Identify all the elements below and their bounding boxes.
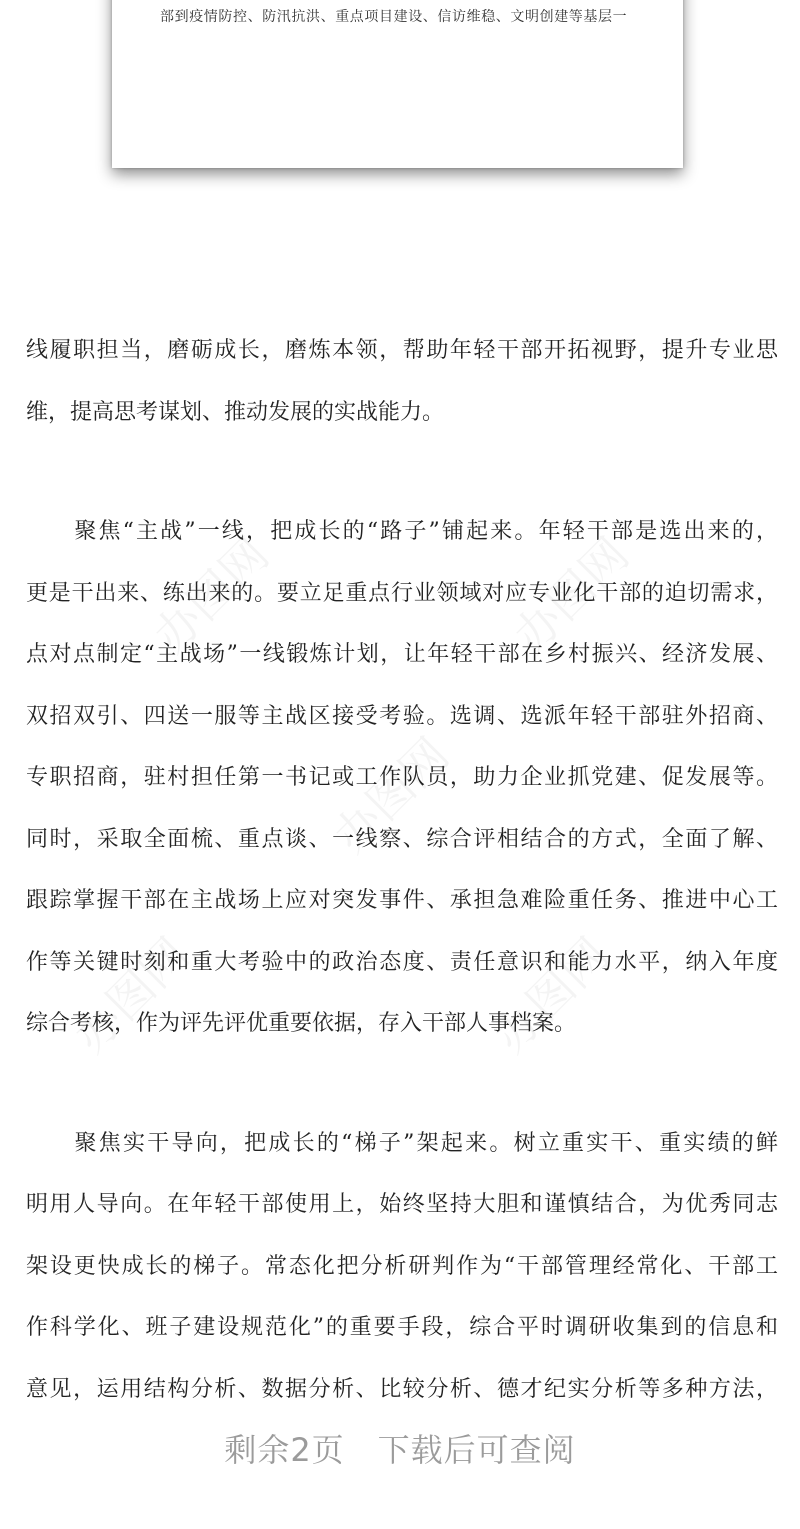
text-line: 聚焦“主战”一线，把成长的“路子”铺起来。年轻干部是选出来的，	[26, 519, 778, 544]
text-line: 明用人导向。在年轻干部使用上，始终坚持大胆和谨慎结合，为优秀同志	[26, 1192, 778, 1217]
text-line: 聚焦实干导向，把成长的“梯子”架起来。树立重实干、重实绩的鲜	[26, 1130, 778, 1156]
text-line: 作等关键时刻和重大考验中的政治态度、责任意识和能力水平，纳入年度	[26, 949, 778, 975]
text-line: 意见，运用结构分析、数据分析、比较分析、德才纪实分析等多种方法，	[26, 1376, 778, 1402]
paragraph-2	[26, 501, 778, 1055]
preview-card-text: 部到疫情防控、防汛抗洪、重点项目建设、信访维稳、文明创建等基层一	[160, 9, 628, 25]
preview-page-card	[112, 0, 683, 168]
text-line: 线履职担当，磨砺成长，磨炼本领，帮助年轻干部开拓视野，提升专业思	[26, 338, 778, 363]
text-line: 双招双引、四送一服等主战区接受考验。选调、选派年轻干部驻外招商、	[26, 703, 778, 729]
text-line: 作科学化、班子建设规范化”的重要手段，综合平时调研收集到的信息和	[26, 1315, 778, 1340]
text-line: 架设更快成长的梯子。常态化把分析研判作为“干部管理经常化、干部工	[26, 1253, 778, 1279]
text-line: 跟踪掌握干部在主战场上应对突发事件、承担急难险重任务、推进中心工	[26, 888, 778, 913]
text-line: 专职招商，驻村担任第一书记或工作队员，助力企业抓党建、促发展等。	[26, 765, 778, 790]
text-line: 同时，采取全面梳、重点谈、一线察、综合评相结合的方式，全面了解、	[26, 826, 778, 852]
paragraph-3	[26, 1113, 778, 1421]
text-line: 综合考核，作为评先评优重要依据，存入干部人事档案。	[26, 1011, 577, 1036]
paragraph-1	[26, 320, 778, 443]
text-line: 更是干出来、练出来的。要立足重点行业领域对应专业化干部的迫切需求，	[26, 580, 778, 606]
text-line: 维，提高思考谋划、推动发展的实战能力。	[26, 399, 445, 425]
text-line: 点对点制定“主战场”一线锻炼计划，让年轻干部在乡村振兴、经济发展、	[26, 642, 778, 667]
remaining-pages-notice[interactable]: 剩余2页 下载后可查阅	[224, 1431, 576, 1469]
article-body	[26, 320, 778, 1420]
